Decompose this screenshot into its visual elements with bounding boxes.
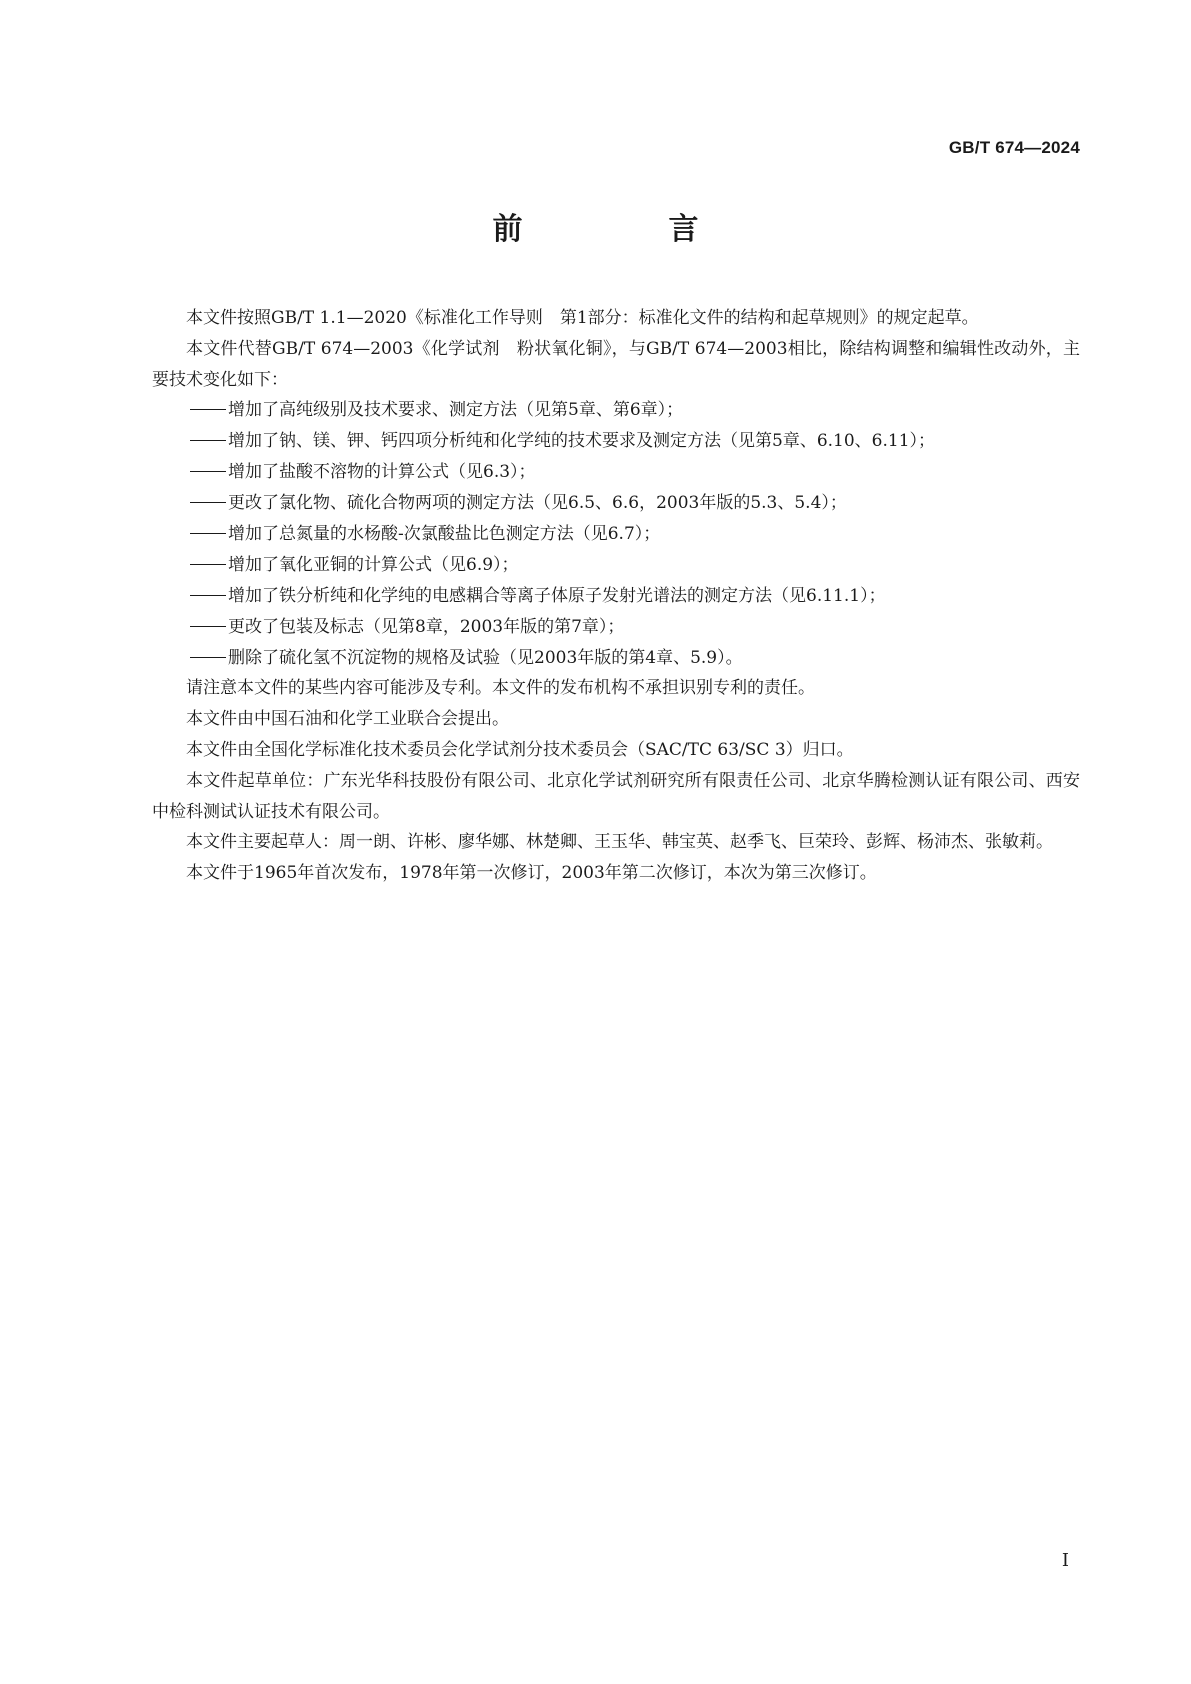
list-item <box>152 457 1080 488</box>
paragraph-jurisdiction: 本文件由全国化学标准化技术委员会化学试剂分技术委员会（SAC/TC 63/SC 3）归口。 <box>186 740 854 760</box>
dash-marker <box>190 425 228 456</box>
list-item <box>152 519 1080 550</box>
list-item-text: 增加了总氮量的水杨酸-次氯酸盐比色测定方法（见6.7）； <box>228 523 661 544</box>
list-item-text: 增加了氧化亚铜的计算公式（见6.9）； <box>228 554 519 575</box>
paragraph-drafters: 本文件主要起草人：周一朗、许彬、廖华娜、林楚卿、王玉华、韩宝英、赵季飞、巨荣玲、彭辉、杨沛杰、张敏莉。 <box>186 832 1053 853</box>
paragraph-proposed-by: 本文件由中国石油和化学工业联合会提出。 <box>186 709 509 730</box>
list-item-text: 增加了铁分析纯和化学纯的电感耦合等离子体原子发射光谱法的测定方法（见6.11.1）； <box>228 585 886 606</box>
list-item-text: 删除了硫化氢不沉淀物的规格及试验（见2003年版的第4章、5.9）。 <box>228 647 743 668</box>
changes-list <box>152 395 1080 673</box>
dash-marker <box>190 394 228 425</box>
dash-marker <box>190 518 228 549</box>
list-item <box>152 581 1080 612</box>
list-item <box>152 612 1080 643</box>
dash-marker <box>190 580 228 611</box>
paragraph-drafting-rules: 本文件按照GB/T 1.1—2020《标准化工作导则 第1部分：标准化文件的结构和起草规则》的规定起草。 <box>186 308 979 328</box>
list-item-text: 更改了包装及标志（见第8章，2003年版的第7章）； <box>228 616 625 637</box>
list-item <box>152 426 1080 457</box>
list-item <box>152 643 1080 674</box>
paragraph-patent-notice: 请注意本文件的某些内容可能涉及专利。本文件的发布机构不承担识别专利的责任。 <box>186 678 815 699</box>
dash-marker <box>190 642 228 673</box>
list-item <box>152 395 1080 426</box>
list-item <box>152 550 1080 581</box>
dash-marker <box>190 549 228 580</box>
list-item-text: 更改了氯化物、硫化合物两项的测定方法（见6.5、6.6，2003年版的5.3、5.4）； <box>228 493 847 514</box>
paragraph-replacement: 本文件代替GB/T 674—2003《化学试剂 粉状氧化铜》，与GB/T 674—2003相比，除结构调整和编辑性改动外，主要技术变化如下： <box>152 338 1080 390</box>
page-number: I <box>1061 1550 1069 1571</box>
list-item-text: 增加了钠、镁、钾、钙四项分析纯和化学纯的技术要求及测定方法（见第5章、6.10、6.11）； <box>228 431 936 452</box>
paragraph-history: 本文件于1965年首次发布，1978年第一次修订，2003年第二次修订，本次为第三次修订。 <box>186 863 877 884</box>
document-body <box>152 303 1080 889</box>
dash-marker <box>190 487 228 518</box>
paragraph-drafting-units: 本文件起草单位：广东光华科技股份有限公司、北京化学试剂研究所有限责任公司、北京华腾检测认证有限公司、西安中检科测试认证技术有限公司。 <box>152 770 1080 822</box>
dash-marker <box>190 456 228 487</box>
list-item-text: 增加了高纯级别及技术要求、测定方法（见第5章、第6章）； <box>228 400 684 421</box>
dash-marker <box>190 611 228 642</box>
standard-code: GB/T 674—2024 <box>948 138 1080 157</box>
page-title: 前 言 <box>492 212 757 247</box>
list-item-text: 增加了盐酸不溶物的计算公式（见6.3）； <box>228 462 536 483</box>
list-item <box>152 488 1080 519</box>
